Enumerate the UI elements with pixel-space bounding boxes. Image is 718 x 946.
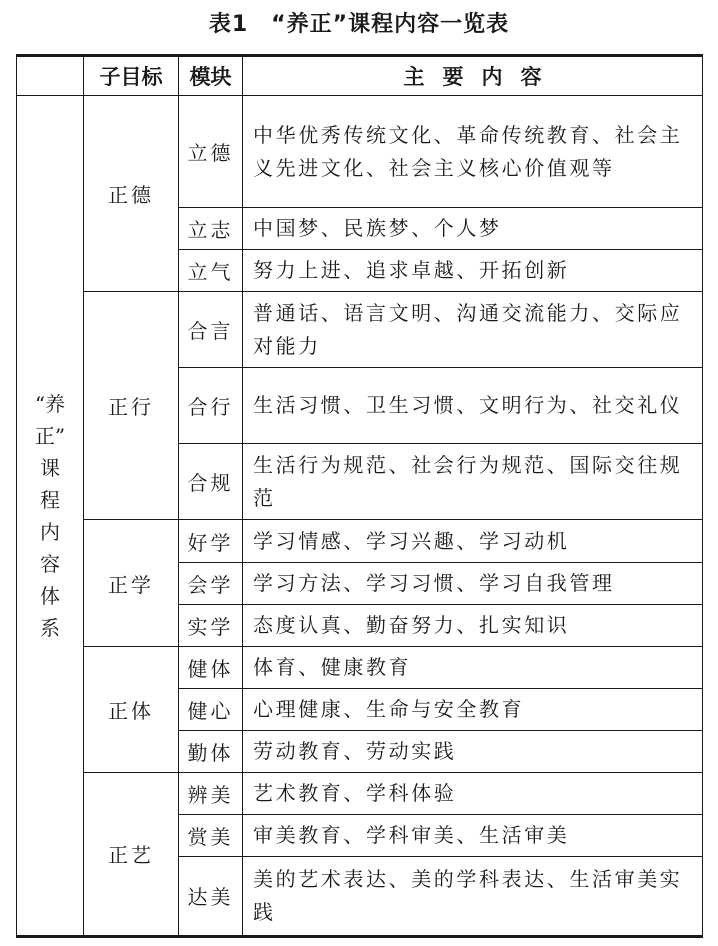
module-cell: 合行: [179, 368, 243, 444]
content-cell: 学习方法、学习习惯、学习自我管理: [243, 562, 703, 604]
module-cell: 立志: [179, 208, 243, 250]
table-row: [17, 520, 703, 562]
module-cell: 会学: [179, 562, 243, 604]
table-row: [17, 772, 703, 814]
content-cell: 生活行为规范、社会行为规范、国际交往规范: [243, 444, 703, 520]
content-cell: 中国梦、民族梦、个人梦: [243, 208, 703, 250]
goal-cell: 正行: [84, 292, 179, 520]
content-cell: 心理健康、生命与安全教育: [243, 688, 703, 730]
module-cell: 赏美: [179, 814, 243, 856]
module-cell: 立气: [179, 250, 243, 292]
content-cell: 生活习惯、卫生习惯、文明行为、社交礼仪: [243, 368, 703, 444]
module-cell: 实学: [179, 604, 243, 646]
content-cell: 审美教育、学科审美、生活审美: [243, 814, 703, 856]
table-row: [17, 96, 703, 208]
course-content-table: [16, 54, 703, 938]
content-cell: 美的艺术表达、美的学科表达、生活审美实践: [243, 856, 703, 936]
content-cell: 艺术教育、学科体验: [243, 772, 703, 814]
header-goal: 子目标: [84, 56, 179, 96]
content-cell: 努力上进、追求卓越、开拓创新: [243, 250, 703, 292]
content-cell: 中华优秀传统文化、革命传统教育、社会主义先进文化、社会主义核心价值观等: [243, 96, 703, 208]
system-label: “养 正” 课 程 内 容 体 系: [17, 96, 84, 937]
module-cell: 勤体: [179, 730, 243, 772]
module-cell: 健心: [179, 688, 243, 730]
module-cell: 达美: [179, 856, 243, 936]
content-cell: 普通话、语言文明、沟通交流能力、交际应对能力: [243, 292, 703, 368]
table-row: [17, 646, 703, 688]
content-cell: 态度认真、勤奋努力、扎实知识: [243, 604, 703, 646]
goal-cell: 正德: [84, 96, 179, 292]
goal-cell: 正学: [84, 520, 179, 646]
module-cell: 辨美: [179, 772, 243, 814]
goal-cell: 正体: [84, 646, 179, 772]
header-module: 模块: [179, 56, 243, 96]
header-blank: [17, 56, 84, 96]
module-cell: 好学: [179, 520, 243, 562]
module-cell: 合规: [179, 444, 243, 520]
module-cell: 立德: [179, 96, 243, 208]
table-caption: 表1 “养正”课程内容一览表: [208, 12, 510, 37]
content-cell: 体育、健康教育: [243, 646, 703, 688]
goal-cell: 正艺: [84, 772, 179, 936]
module-cell: 健体: [179, 646, 243, 688]
content-cell: 劳动教育、劳动实践: [243, 730, 703, 772]
header-row: [17, 56, 703, 96]
module-cell: 合言: [179, 292, 243, 368]
header-content: 主要内容: [243, 56, 703, 96]
table-row: [17, 292, 703, 368]
content-cell: 学习情感、学习兴趣、学习动机: [243, 520, 703, 562]
